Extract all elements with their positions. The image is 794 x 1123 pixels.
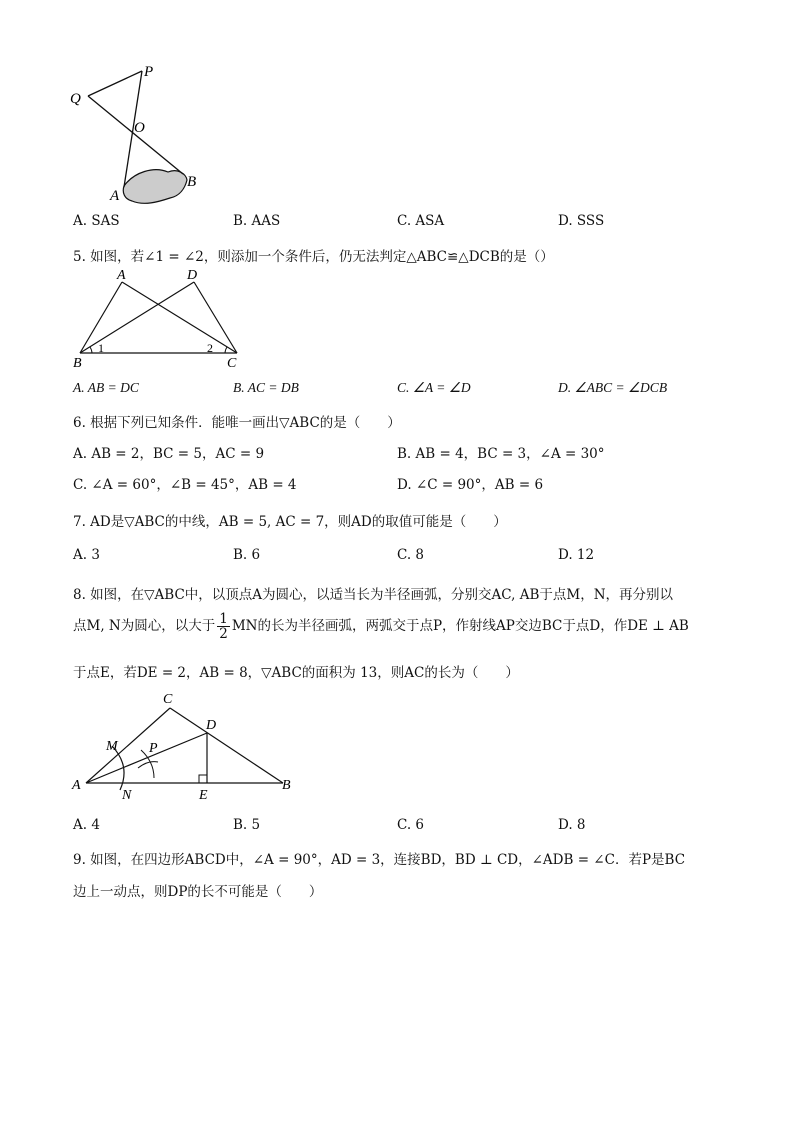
q7-option-b: B. 6 xyxy=(233,547,261,563)
fraction-numerator: 1 xyxy=(219,611,228,627)
segment-CB xyxy=(170,708,283,783)
q5-option-a: A. AB = DC xyxy=(73,380,139,395)
q7-option-c: C. 8 xyxy=(397,547,425,563)
rock-shape xyxy=(123,170,187,204)
q8-line-2-post: MN的长为半径画弧，两弧交于点P，作射线AP交边BC于点D，作DE ⊥ AB xyxy=(231,618,689,634)
q7-option-a: A. 3 xyxy=(73,547,100,563)
q8-line-2 xyxy=(73,612,689,641)
q5-option-c: C. ∠A = ∠D xyxy=(397,380,471,395)
q8-line-1: 8. 如图，在▽ABC中，以顶点A为圆心，以适当长为半径画弧，分别交AC, AB于点M，N，再分别以 xyxy=(73,587,674,603)
label-A: A xyxy=(117,268,126,283)
right-angle-mark xyxy=(199,775,207,783)
q4-option-d: D. SSS xyxy=(558,213,605,229)
q6-text: 6. 根据下列已知条件．能唯一画出▽ABC的是（ ） xyxy=(73,415,401,431)
q4-option-c: C. ASA xyxy=(397,213,445,229)
label-N: N xyxy=(122,788,132,803)
q8-option-c: C. 6 xyxy=(397,817,425,833)
label-C: C xyxy=(227,356,237,371)
q6-option-d: D. ∠C = 90°，AB = 6 xyxy=(397,477,544,493)
q5-option-b: B. AC = DB xyxy=(233,380,299,395)
q9-line-2: 边上一动点，则DP的长不可能是（ ） xyxy=(73,884,323,900)
segment-QP xyxy=(88,71,142,96)
segment-AC xyxy=(122,282,237,353)
label-A: A xyxy=(72,778,81,793)
label-angle-2: 2 xyxy=(207,341,213,355)
ray-AD xyxy=(86,733,207,783)
q6-option-b: B. AB = 4，BC = 3，∠A = 30° xyxy=(397,446,605,462)
arc-P-2 xyxy=(138,762,158,768)
figure-q5 xyxy=(70,268,250,371)
fraction-denominator: 2 xyxy=(219,626,228,642)
label-B: B xyxy=(187,174,197,190)
label-P: P xyxy=(149,741,158,756)
q6-option-c: C. ∠A = 60°，∠B = 45°，AB = 4 xyxy=(73,477,297,493)
label-E: E xyxy=(199,788,208,803)
q5-option-d: D. ∠ABC = ∠DCB xyxy=(558,380,668,395)
label-Q: Q xyxy=(70,91,81,107)
label-B: B xyxy=(73,356,82,371)
q7-option-d: D. 12 xyxy=(558,547,595,563)
label-M: M xyxy=(106,739,118,754)
figure-q4 xyxy=(66,60,206,210)
segment-DC xyxy=(194,282,237,353)
label-O: O xyxy=(134,120,145,136)
q8-line-2-pre: 点M, N为圆心，以大于 xyxy=(73,618,216,634)
q7-text: 7. AD是▽ABC的中线，AB = 5, AC = 7，则AD的取值可能是（ ） xyxy=(73,514,507,530)
q4-option-a: A. SAS xyxy=(73,213,120,229)
q8-line-3: 于点E，若DE = 2，AB = 8，▽ABC的面积为 13，则AC的长为（ ） xyxy=(73,665,519,681)
q8-option-d: D. 8 xyxy=(558,817,586,833)
q8-option-a: A. 4 xyxy=(73,817,100,833)
label-angle-1: 1 xyxy=(98,341,104,355)
q8-option-b: B. 5 xyxy=(233,817,261,833)
angle-arc-2 xyxy=(225,347,227,353)
q6-option-a: A. AB = 2，BC = 5，AC = 9 xyxy=(73,446,265,462)
label-D: D xyxy=(206,718,217,733)
angle-arc-1 xyxy=(90,347,92,353)
q9-line-1: 9. 如图，在四边形ABCD中，∠A = 90°，AD = 3，连接BD，BD ⊥ CD，∠ADB = ∠C．若P是BC xyxy=(73,852,686,868)
fraction-one-half xyxy=(217,612,230,641)
label-B: B xyxy=(282,778,291,793)
label-D: D xyxy=(187,268,198,283)
q5-text: 5. 如图，若∠1 = ∠2，则添加一个条件后，仍无法判定△ABC≌△DCB的是（） xyxy=(73,249,554,265)
label-P: P xyxy=(144,64,154,80)
label-C: C xyxy=(163,692,173,707)
q4-option-b: B. AAS xyxy=(233,213,281,229)
figure-q8 xyxy=(68,688,298,803)
label-A: A xyxy=(110,188,120,204)
